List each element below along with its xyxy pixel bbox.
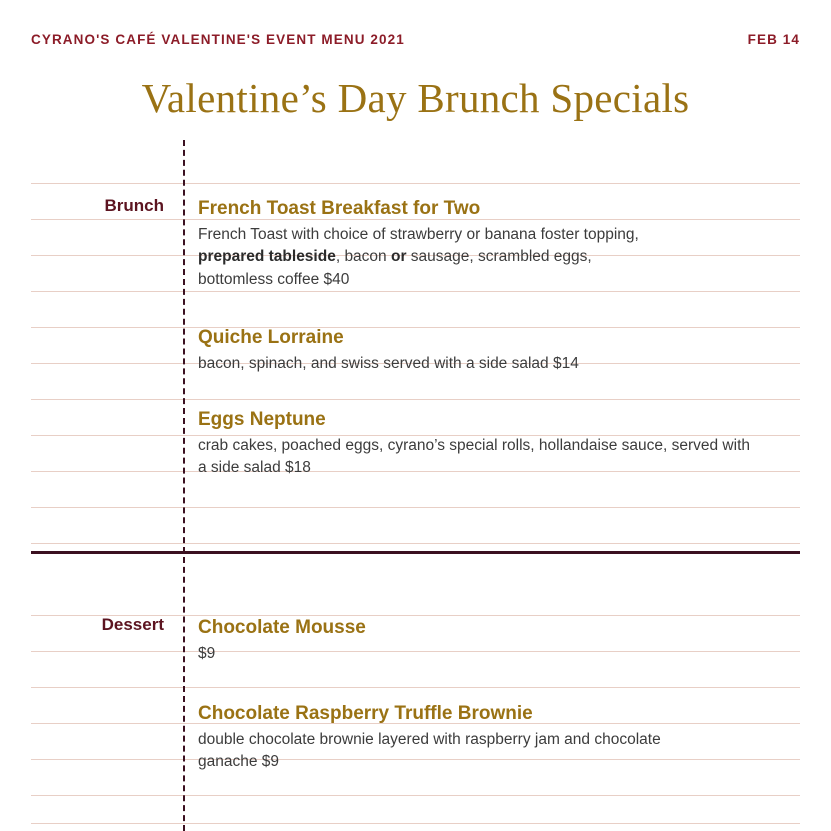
menu-item	[198, 407, 800, 480]
vertical-dashed-divider	[183, 140, 185, 831]
menu-item-name: Chocolate Raspberry Truffle Brownie	[198, 703, 533, 725]
section-label-dessert: Dessert	[101, 615, 164, 634]
menu-item	[198, 325, 800, 375]
section-items-dessert	[198, 615, 800, 774]
menu-date: FEB 14	[747, 31, 800, 47]
menu-item-desc-mid2: sausage, scrambled eggs,	[406, 248, 592, 266]
page-title: Valentine’s Day Brunch Specials	[141, 75, 690, 121]
menu-item	[198, 701, 800, 774]
section-items-brunch	[198, 196, 800, 480]
menu-item-name: Quiche Lorraine	[198, 327, 344, 349]
menu-item-desc-mid: , bacon	[335, 248, 391, 266]
page-header	[31, 28, 800, 50]
menu-item	[198, 196, 800, 291]
menu-item-description: crab cakes, poached eggs, cyrano’s special rolls, hollandaise sauce, served with a side salad $18	[198, 436, 750, 477]
menu-item-desc-emphasis: prepared tableside	[198, 248, 336, 266]
menu-item-desc-price-line: bottomless coffee $40	[198, 270, 350, 288]
menu-item	[198, 615, 800, 665]
menu-item-desc-emphasis-or: or	[390, 248, 407, 266]
menu-item-name: Eggs Neptune	[198, 409, 326, 431]
menu-item-name: Chocolate Mousse	[198, 617, 366, 638]
menu-item-description: double chocolate brownie layered with raspberry jam and chocolate ganache $9	[198, 730, 661, 771]
menu-item-description	[198, 224, 798, 291]
section-label-brunch: Brunch	[104, 196, 164, 215]
menu-item-description: bacon, spinach, and swiss served with a side salad $14	[198, 354, 579, 372]
menu-item-description: $9	[198, 644, 216, 662]
menu-event-title: CYRANO'S CAFÉ VALENTINE'S EVENT MENU 2021	[31, 31, 405, 47]
menu-item-name: French Toast Breakfast for Two	[198, 198, 481, 219]
section-divider	[31, 551, 800, 554]
menu-item-desc-line: French Toast with choice of strawberry or banana foster topping,	[198, 225, 639, 243]
